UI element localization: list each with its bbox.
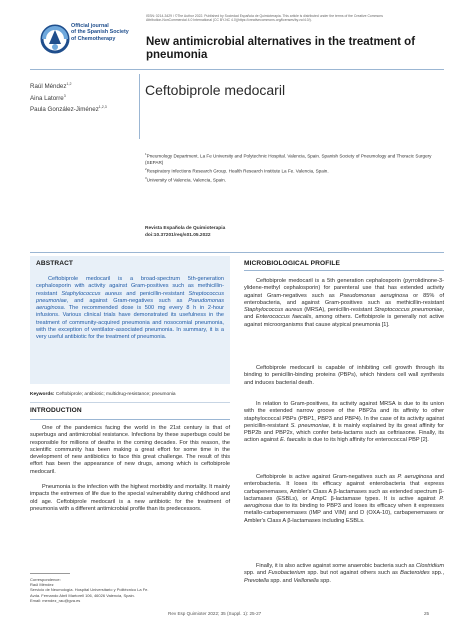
keywords [30,392,230,397]
journal-name-line: of Chemotherapy [71,35,116,42]
series-title: New antimicrobial alternatives in the treatment of pneumonia [146,36,416,61]
divider [30,252,444,253]
page-number: 25 [424,611,430,616]
abstract-heading: ABSTRACT [36,260,74,267]
correspondence [30,577,230,603]
text-fragment: (MRSA), penicillin-resistant [302,307,375,314]
keywords-text: Ceftobiprole; antibiotic; multidrug-resistance; pneumonia [55,392,176,397]
correspondence-line: Raúl Méndez [30,582,54,588]
micro-paragraph [244,401,444,445]
journal-reference [145,225,345,239]
journal-logo [40,18,150,60]
affiliation [145,151,435,166]
text-fragment: , among others. Ceftobiprole is generally not active against microorganisms that cause atypical pneumonia [1]. [244,314,444,328]
keywords-label: Keywords: [30,392,55,397]
affiliation-number: 1 [145,152,147,156]
text-fragment: is due to its high affinity for enterococcal PBP [2]. [305,437,429,444]
abstract-text [36,276,224,342]
affiliation [145,175,435,184]
journal-name-line: of the Spanish Society [71,29,129,36]
divider [30,573,70,574]
introduction-paragraph: Pneumonia is the infection with the highest morbidity and mortality. It mainly impacts the extremes of life due to the special vulnerability during childhood and old age. Ceftobiprole medocaril is a new antibiotic for the treatment of pneumonia with a different antimicrobial profile than its predecessors. [30,484,230,512]
abstract-species: Pseudomonas aeruginosa [36,297,224,312]
text-fragment: and enterobacteria. It loses its efficacy against enterobacteria that express carbapenemases, Ambler's Class A β-lactamases such as extended spectrum β-lactamases (ESBLs), or AmpC β-lactamase types. It is active against [244,474,445,502]
micro-profile-heading: MICROBIOLOGICAL PROFILE [244,260,340,267]
micro-paragraph [244,278,444,329]
introduction-heading: INTRODUCTION [30,407,82,414]
abstract-species: Streptococcus pneumoniae [36,290,224,304]
text-fragment: , it is mainly explained by its great affinity for PBP2b and PBP2x, which confer beta-lactams such as ceftriaxone. Finally, its action against [244,422,444,444]
author [30,103,140,115]
species-name: Fusobacterium [268,570,306,577]
author-affil-ref: 1,2 [66,82,72,86]
micro-paragraph [244,563,444,585]
micro-paragraph: Ceftobiprole medocaril is capable of inhibiting cell growth through its binding to penicillin-binding proteins (PBPs), which hinders cell wall synthesis and induces bacterial death. [244,365,444,386]
species-name: E. faecalis [280,437,306,444]
species-name: Staphylococcus aureus [244,307,303,314]
author-affil-ref: 3 [63,93,66,98]
correspondence-email[interactable]: Email: mendez_rau@gva.es [30,597,81,603]
text-fragment: In relation to Gram-positives, its activity against MRSA is due to its union with the extended narrow groove of the PBP2a and its affinity to other staphylococcal PBPs (PBP1, PBP3 and PBP4). In the case of its activity against penicillin-resistant [244,401,444,429]
affiliations [145,151,435,183]
author-name: Paula González-Jiménez [30,106,99,114]
author [30,80,140,92]
author-name: Aina Latorre [30,94,64,102]
species-name: Bacteroides [400,570,430,577]
text-fragment: due to its binding to PBP3 and loses its efficacy when it expresses metallo-carbapenemases (IMP and VIM) and D (OXA-10), carbapenemases or Ambler's Class A β-lactamases including ESBLs. [244,503,444,524]
sseq-logo-icon [40,22,70,56]
species-name: Enterococcus faecalis [255,314,312,321]
abstract-fragment: . The recommended dose is 500 mg every 8 h in 2-hour infusions. Various clinical trials have demonstrated its usefulness in the treatment of community-acquired pneumonia and nosocomial pneumonia, with the exception of ventilator-associated pneumonia. In summary, it is a very useful antibiotic for the treatment of pneumonia. [36,305,224,341]
abstract-fragment: and penicillin-resistant [121,290,189,297]
correspondence-line: Avda. Fernando Abril Martorell 106, 46026 Valencia, Spain. [30,592,135,598]
text-fragment: spp. and [268,577,294,584]
species-name: Veillonella [293,577,319,584]
text-fragment: spp. but not against others such as [305,570,401,577]
affiliation-number: 2 [145,166,147,171]
text-fragment: spp., [429,570,444,577]
species-name: Streptococcus pneumoniae [374,307,443,314]
author-affil-ref: 1,2,3 [98,105,107,110]
correspondence-label: Correspondence: [30,577,61,582]
author-list [30,80,140,115]
journal-title: Revista Española de Quimioterapia [145,226,226,231]
species-name: S. pneumoniae [290,422,329,429]
affiliation [145,166,435,175]
author-name: Raúl Méndez [30,83,67,91]
species-name: P. aeruginosa [244,495,444,510]
license-line: ISSN: 0214-3429 / ©The Author 2022. Published by Sociedad Española de Quimioterapia. This article is distributed under the terms of the Creative Commons [146,14,383,18]
text-fragment: spp. and [244,570,269,577]
author [30,92,140,104]
species-name: P. aeruginosa [397,474,433,480]
journal-name [71,23,151,42]
divider [244,270,444,271]
license-line: Attribution-NonCommercial 4.0 International (CC BY-NC 4.0)(https://creativecommons.org/licenses/by-nc/4.0/). [146,18,312,23]
species-name: Pseudomonas aeruginosa [339,292,409,299]
species-name: Prevotella [244,577,269,584]
introduction-paragraph: One of the pandemics facing the world in the 21st century is that of superbugs and antimicrobial resistance. Infections by these superbugs could be responsible for millions of deaths in the coming decades. For this reason, the scientific community has been making a great effort for some time in the development of new antibiotics to face this great challenge. The result of this effort has been the appearance of new drugs, among which is ceftobiprole medocaril. [30,425,230,475]
text-fragment: Ceftobiprole is active against Gram-negatives such as [256,474,398,480]
abstract-species: Staphylococcus aureus [61,290,122,297]
citation-line: Rev Esp Quimioter 2022; 35 (Suppl. 1): 25-27 [168,611,262,616]
abstract-fragment: Ceftobiprole medocaril is a broad-spectrum 5th-generation cephalosporin with activity against Gram-positives such as methicillin-resistant [36,276,224,297]
doi-link[interactable]: doi:10.37201/req/s01.05.2022 [145,233,211,238]
text-fragment: Ceftobiprole medocaril is a 5th generation cephalosporin (pyrrolidinone-3-ylidene-methyl cephalosporin) for parenteral use that has extended activity against Gram-negatives such as [244,278,444,299]
micro-paragraph [244,474,444,525]
text-fragment: spp. [318,577,331,584]
text-fragment: Finally, it is also active against some anaerobic bacteria such as [256,563,417,569]
text-fragment: , and [244,307,445,321]
correspondence-line: Servicio de Neumología. Hospital Universitario y Politécnico La Fe. [30,587,149,593]
divider [30,419,230,420]
license-notice [146,14,446,23]
affiliation-text: Pneumology Department. La Fe University and Polytechnic Hospital. Valencia, Spain. Spanish Society of Pneumology and Thoracic Surgery (SEPAR) [145,153,432,165]
divider [30,402,230,403]
abstract-fragment: , and against Gram-negatives such as [66,297,189,304]
divider [30,69,444,70]
article-title: Ceftobiprole medocaril [145,82,286,98]
text-fragment: or 85% of enterobacteria, and against Gram-positives such as methicillin-resistant [244,292,445,306]
affiliation-text: University of Valencia. Valencia, Spain. [146,177,226,183]
affiliation-number: 3 [145,175,147,180]
affiliation-text: Respiratory Infections Research Group. Health Research Institute La Fe. Valencia, Spain. [146,168,329,174]
species-name: Clostridium [416,563,445,569]
journal-name-line: Official journal [71,23,109,29]
